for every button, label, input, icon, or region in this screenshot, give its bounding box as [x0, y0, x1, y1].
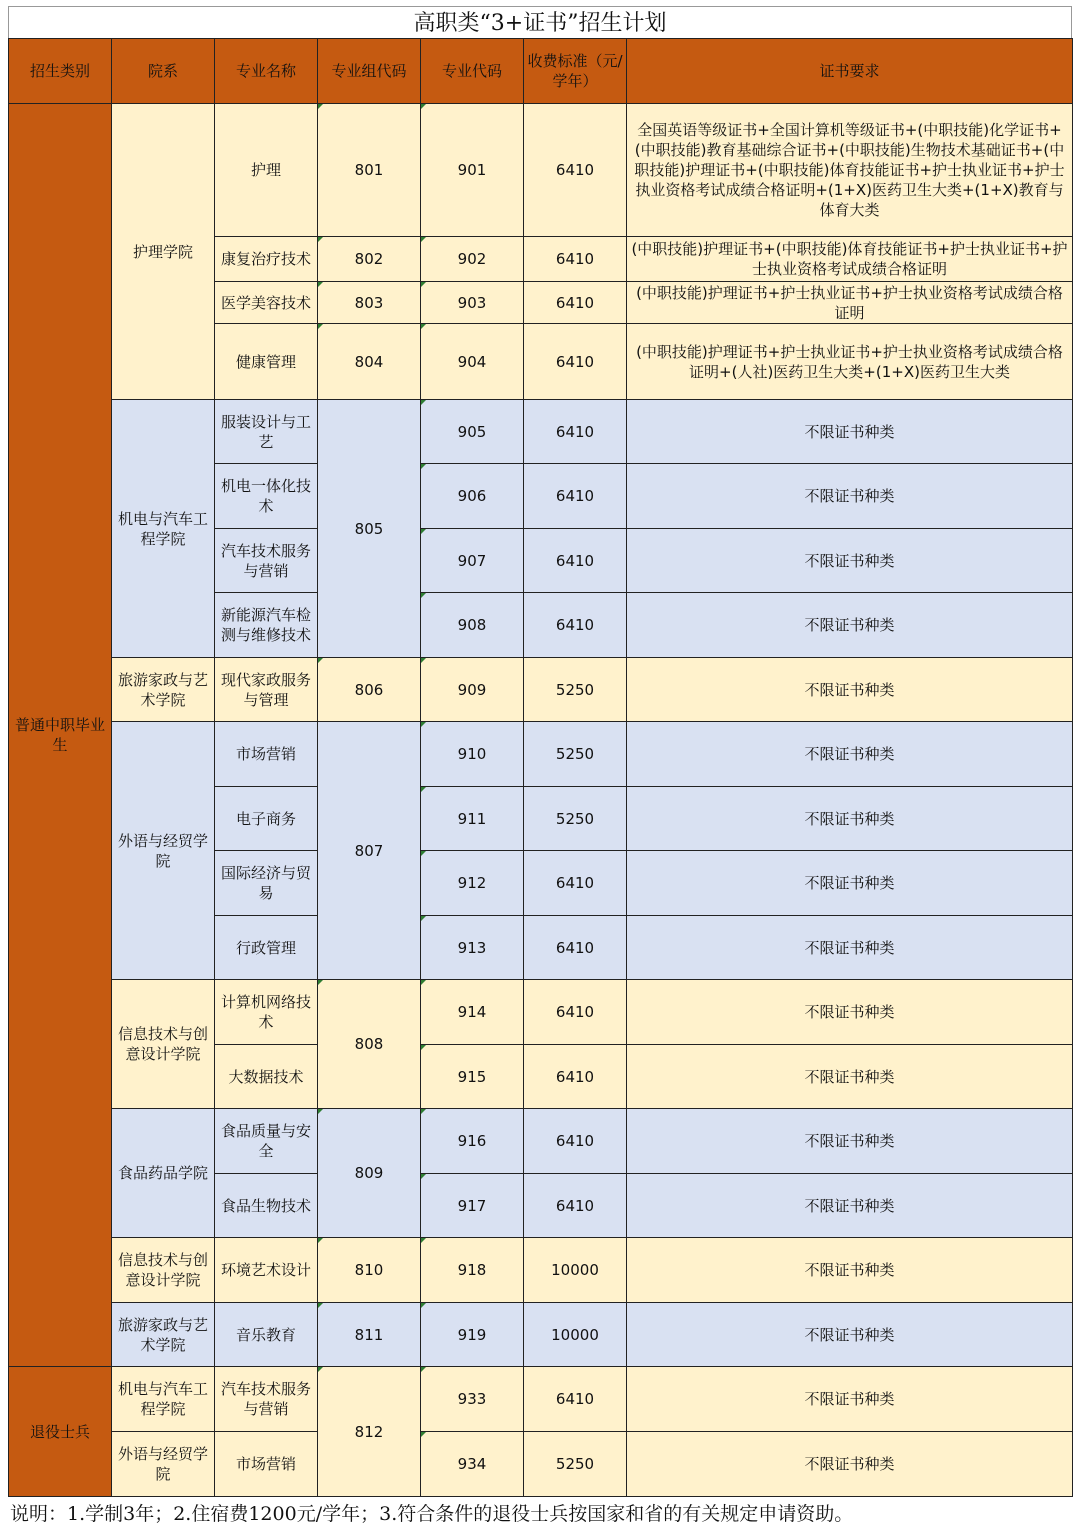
major-cell: 新能源汽车检测与维修技术 — [215, 593, 318, 658]
major-code-cell: 933 — [421, 1367, 524, 1432]
cert-cell: 不限证书种类 — [627, 1432, 1073, 1497]
fee-cell: 6410 — [524, 400, 627, 464]
group-code-cell: 809 — [318, 1109, 421, 1238]
major-cell: 食品质量与安全 — [215, 1109, 318, 1174]
header-fee: 收费标准（元/学年） — [524, 39, 627, 104]
table-row — [9, 1367, 1073, 1432]
fee-cell: 6410 — [524, 529, 627, 593]
major-cell: 食品生物技术 — [215, 1174, 318, 1238]
major-cell: 市场营销 — [215, 722, 318, 787]
major-code-cell: 902 — [421, 237, 524, 282]
cert-cell: 不限证书种类 — [627, 980, 1073, 1045]
category-veteran: 退役士兵 — [9, 1367, 112, 1497]
major-code-cell: 909 — [421, 658, 524, 722]
group-code-cell: 808 — [318, 980, 421, 1109]
header-major: 专业名称 — [215, 39, 318, 104]
major-cell: 行政管理 — [215, 916, 318, 980]
major-code-cell: 905 — [421, 400, 524, 464]
fee-cell: 5250 — [524, 787, 627, 851]
fee-cell: 6410 — [524, 851, 627, 916]
fee-cell: 6410 — [524, 1174, 627, 1238]
fee-cell: 5250 — [524, 658, 627, 722]
fee-cell: 6410 — [524, 916, 627, 980]
group-code-cell: 802 — [318, 237, 421, 282]
major-code-cell: 908 — [421, 593, 524, 658]
major-code-cell: 912 — [421, 851, 524, 916]
enrollment-plan-table — [8, 38, 1073, 1497]
table-row — [9, 104, 1073, 237]
cert-cell: 不限证书种类 — [627, 1303, 1073, 1367]
group-code-cell: 810 — [318, 1238, 421, 1303]
cert-cell: 不限证书种类 — [627, 1367, 1073, 1432]
college-cell: 旅游家政与艺术学院 — [112, 658, 215, 722]
major-code-cell: 907 — [421, 529, 524, 593]
page-title: 高职类“3+证书”招生计划 — [8, 6, 1072, 38]
major-cell: 大数据技术 — [215, 1045, 318, 1109]
major-cell: 电子商务 — [215, 787, 318, 851]
college-cell: 旅游家政与艺术学院 — [112, 1303, 215, 1367]
major-cell: 医学美容技术 — [215, 282, 318, 324]
fee-cell: 6410 — [524, 1045, 627, 1109]
cert-cell: 不限证书种类 — [627, 1174, 1073, 1238]
cert-cell: 不限证书种类 — [627, 851, 1073, 916]
header-row — [9, 39, 1073, 104]
table-row — [9, 658, 1073, 722]
major-code-cell: 934 — [421, 1432, 524, 1497]
table-row — [9, 1432, 1073, 1497]
major-code-cell: 904 — [421, 324, 524, 400]
group-code-cell: 804 — [318, 324, 421, 400]
college-cell: 外语与经贸学院 — [112, 1432, 215, 1497]
cert-cell: 不限证书种类 — [627, 400, 1073, 464]
fee-cell: 6410 — [524, 237, 627, 282]
cert-cell: 不限证书种类 — [627, 658, 1073, 722]
fee-cell: 5250 — [524, 722, 627, 787]
major-cell: 环境艺术设计 — [215, 1238, 318, 1303]
fee-cell: 5250 — [524, 1432, 627, 1497]
fee-cell: 6410 — [524, 104, 627, 237]
fee-cell: 6410 — [524, 980, 627, 1045]
cert-cell: (中职技能)护理证书+(中职技能)体育技能证书+护士执业证书+护士执业资格考试成绩合格证明 — [627, 237, 1073, 282]
footnote: 说明：1.学制3年；2.住宿费1200元/学年；3.符合条件的退役士兵按国家和省的有关规定申请资助。 — [10, 1503, 854, 1525]
cert-cell: 不限证书种类 — [627, 1045, 1073, 1109]
major-cell: 计算机网络技术 — [215, 980, 318, 1045]
cert-cell: 不限证书种类 — [627, 787, 1073, 851]
cert-cell: 全国英语等级证书+全国计算机等级证书+(中职技能)化学证书+(中职技能)教育基础综合证书+(中职技能)生物技术基础证书+(中职技能)护理证书+(中职技能)体育技能证书+护士执业证书+护士执业资格考试成绩合格证明+(1+X)医药卫生大类+(1+X)教育与体育大类 — [627, 104, 1073, 237]
fee-cell: 10000 — [524, 1238, 627, 1303]
major-cell: 市场营销 — [215, 1432, 318, 1497]
major-code-cell: 911 — [421, 787, 524, 851]
major-cell: 护理 — [215, 104, 318, 237]
table-row — [9, 722, 1073, 787]
college-cell: 信息技术与创意设计学院 — [112, 980, 215, 1109]
major-code-cell: 916 — [421, 1109, 524, 1174]
category-regular: 普通中职毕业生 — [9, 104, 112, 1367]
major-code-cell: 914 — [421, 980, 524, 1045]
cert-cell: 不限证书种类 — [627, 529, 1073, 593]
group-code-cell: 803 — [318, 282, 421, 324]
major-code-cell: 910 — [421, 722, 524, 787]
group-code-cell: 807 — [318, 722, 421, 980]
major-cell: 国际经济与贸易 — [215, 851, 318, 916]
header-college: 院系 — [112, 39, 215, 104]
major-cell: 汽车技术服务与营销 — [215, 1367, 318, 1432]
major-cell: 音乐教育 — [215, 1303, 318, 1367]
group-code-cell: 801 — [318, 104, 421, 237]
major-cell: 健康管理 — [215, 324, 318, 400]
table-row — [9, 400, 1073, 464]
fee-cell: 6410 — [524, 324, 627, 400]
major-code-cell: 906 — [421, 464, 524, 529]
table-row — [9, 1109, 1073, 1174]
cert-cell: 不限证书种类 — [627, 464, 1073, 529]
major-code-cell: 915 — [421, 1045, 524, 1109]
major-code-cell: 901 — [421, 104, 524, 237]
college-cell: 食品药品学院 — [112, 1109, 215, 1238]
fee-cell: 6410 — [524, 593, 627, 658]
cert-cell: 不限证书种类 — [627, 1109, 1073, 1174]
fee-cell: 6410 — [524, 282, 627, 324]
fee-cell: 6410 — [524, 464, 627, 529]
cert-cell: 不限证书种类 — [627, 722, 1073, 787]
header-major-code: 专业代码 — [421, 39, 524, 104]
group-code-cell: 812 — [318, 1367, 421, 1497]
table-row — [9, 980, 1073, 1045]
group-code-cell: 811 — [318, 1303, 421, 1367]
major-cell: 康复治疗技术 — [215, 237, 318, 282]
major-code-cell: 919 — [421, 1303, 524, 1367]
college-cell: 信息技术与创意设计学院 — [112, 1238, 215, 1303]
table-row — [9, 1303, 1073, 1367]
cert-cell: (中职技能)护理证书+护士执业证书+护士执业资格考试成绩合格证明 — [627, 282, 1073, 324]
major-code-cell: 903 — [421, 282, 524, 324]
major-code-cell: 918 — [421, 1238, 524, 1303]
college-cell: 外语与经贸学院 — [112, 722, 215, 980]
cert-cell: 不限证书种类 — [627, 916, 1073, 980]
major-cell: 现代家政服务与管理 — [215, 658, 318, 722]
fee-cell: 6410 — [524, 1109, 627, 1174]
header-cert: 证书要求 — [627, 39, 1073, 104]
fee-cell: 10000 — [524, 1303, 627, 1367]
major-cell: 机电一体化技术 — [215, 464, 318, 529]
cert-cell: 不限证书种类 — [627, 1238, 1073, 1303]
cert-cell: (中职技能)护理证书+护士执业证书+护士执业资格考试成绩合格证明+(人社)医药卫生大类+(1+X)医药卫生大类 — [627, 324, 1073, 400]
college-cell: 护理学院 — [112, 104, 215, 400]
college-cell: 机电与汽车工程学院 — [112, 400, 215, 658]
major-cell: 服装设计与工艺 — [215, 400, 318, 464]
major-cell: 汽车技术服务与营销 — [215, 529, 318, 593]
group-code-cell: 806 — [318, 658, 421, 722]
group-code-cell: 805 — [318, 400, 421, 658]
table-row — [9, 1238, 1073, 1303]
cert-cell: 不限证书种类 — [627, 593, 1073, 658]
fee-cell: 6410 — [524, 1367, 627, 1432]
header-group-code: 专业组代码 — [318, 39, 421, 104]
major-code-cell: 917 — [421, 1174, 524, 1238]
college-cell: 机电与汽车工程学院 — [112, 1367, 215, 1432]
header-category: 招生类别 — [9, 39, 112, 104]
major-code-cell: 913 — [421, 916, 524, 980]
